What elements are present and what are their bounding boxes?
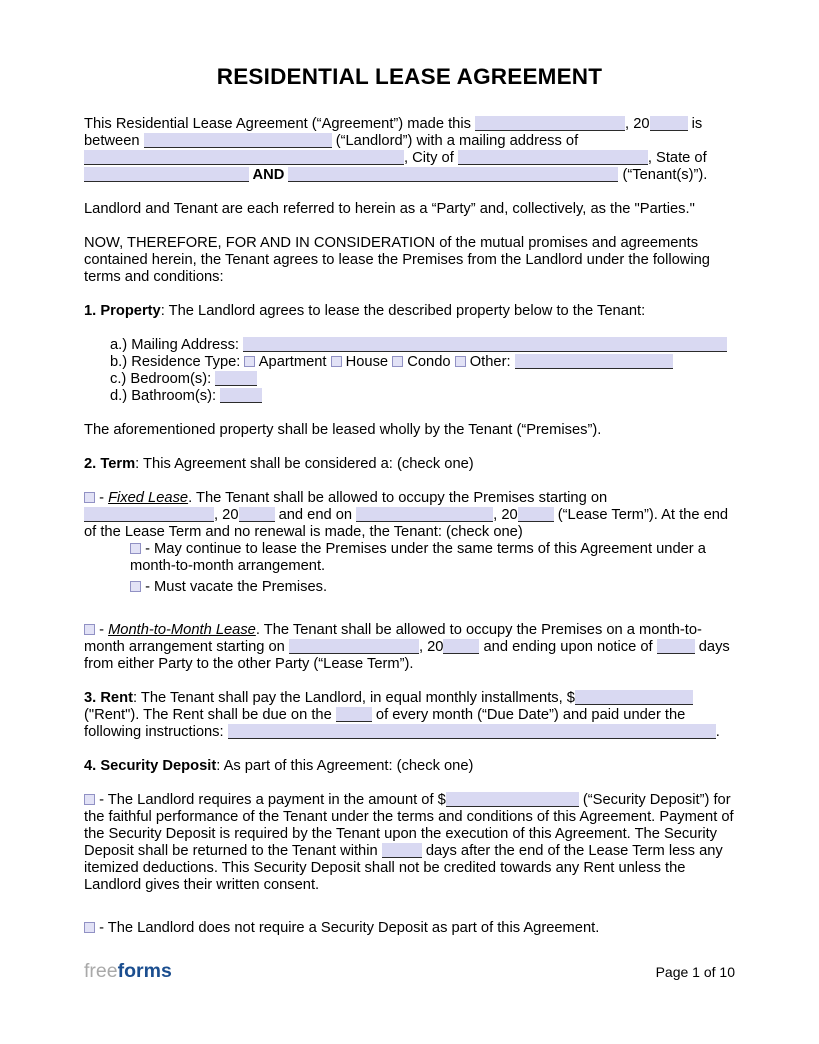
rent-text: : The Tenant shall pay the Landlord, in equal monthly installments, $ <box>132 690 575 706</box>
deposit-return-days-field[interactable] <box>382 843 422 858</box>
fixed-lease-label: Fixed Lease <box>108 490 189 506</box>
property-heading <box>84 303 735 320</box>
fixed-lease-checkbox[interactable] <box>84 492 95 503</box>
intro-text: This Residential Lease Agreement (“Agreement”) made this <box>84 116 476 132</box>
fixed-end-year-field[interactable] <box>518 507 554 522</box>
intro-text: , State of <box>647 150 707 166</box>
page-number: Page 1 of 10 <box>655 964 735 980</box>
landlord-name-field[interactable] <box>144 133 332 148</box>
city-field[interactable] <box>458 150 648 165</box>
m2m-notice-days-field[interactable] <box>657 639 695 654</box>
must-vacate-option <box>84 579 735 596</box>
fixed-lease-paragraph <box>84 490 735 541</box>
house-checkbox[interactable] <box>331 356 342 367</box>
m2m-start-year-field[interactable] <box>443 639 479 654</box>
heading-text: : This Agreement shall be considered a: (check one) <box>135 456 474 472</box>
fixed-lease-text: (“Lease Term”). At the end of the Lease Term and no renewal is made, the Tenant: (check one) <box>84 507 729 540</box>
state-field[interactable] <box>84 167 249 182</box>
bathrooms-field[interactable] <box>220 388 262 403</box>
item-text: Bedroom(s): <box>130 371 216 387</box>
month-to-month-label: Month-to-Month Lease <box>108 622 256 638</box>
rent-due-day-field[interactable] <box>336 707 372 722</box>
consideration-paragraph: NOW, THEREFORE, FOR AND IN CONSIDERATION of the mutual promises and agreements contained herein, the Tenant agrees to lease the Premises from the Landlord under the following terms and conditions: <box>84 235 710 285</box>
month-to-month-checkbox[interactable] <box>84 624 95 635</box>
option-text: - Must vacate the Premises. <box>141 579 328 595</box>
bedrooms-field[interactable] <box>215 371 257 386</box>
agreement-year-field[interactable] <box>650 116 688 131</box>
deposit-required-checkbox[interactable] <box>84 794 95 805</box>
logo-forms-text: forms <box>117 960 172 982</box>
m2m-text: days from either Party to the other Party (“Lease Term”). <box>84 639 730 672</box>
section-number-title: 3. Rent <box>84 690 133 706</box>
rent-amount-field[interactable] <box>575 690 693 705</box>
security-deposit-amount-field[interactable] <box>446 792 579 807</box>
intro-paragraph <box>84 116 735 184</box>
m2m-start-date-field[interactable] <box>289 639 419 654</box>
fixed-lease-text: , 20 <box>493 507 518 523</box>
payment-instructions-field[interactable] <box>228 724 716 739</box>
intro-text: , City of <box>404 150 458 166</box>
mailing-address-item <box>110 337 735 354</box>
item-text: Residence Type: <box>131 354 245 370</box>
dash-text: - <box>95 622 109 638</box>
item-text: Bathroom(s): <box>131 388 221 404</box>
and-conjunction: AND <box>249 167 289 183</box>
tenant-name-field[interactable] <box>288 167 618 182</box>
security-deposit-heading <box>84 758 735 775</box>
intro-text: (“Tenant(s)”). <box>618 167 708 183</box>
other-label: Other: <box>465 354 515 370</box>
may-continue-option <box>84 541 735 575</box>
month-to-month-paragraph <box>84 622 735 673</box>
page-footer <box>84 960 735 982</box>
premises-paragraph: The aforementioned property shall be leased wholly by the Tenant (“Premises”). <box>84 422 602 438</box>
freeforms-logo <box>84 960 172 982</box>
rent-text: ("Rent"). The Rent shall be due on the <box>84 707 336 723</box>
apartment-checkbox[interactable] <box>244 356 255 367</box>
may-continue-checkbox[interactable] <box>130 543 141 554</box>
residence-type-item <box>110 354 735 371</box>
deposit-text: - The Landlord requires a payment in the amount of $ <box>95 792 446 808</box>
fixed-lease-text: and end on <box>274 507 357 523</box>
bathrooms-item <box>110 388 735 405</box>
section-number-title: 4. Security Deposit <box>84 758 217 774</box>
property-list <box>84 337 735 405</box>
other-checkbox[interactable] <box>455 356 466 367</box>
rent-text: . <box>715 724 720 740</box>
fixed-lease-text: , 20 <box>214 507 239 523</box>
deposit-text: days after the end of the Lease Term less any itemized deductions. This Security Deposit shall not be credited towards any Rent unless the Landlord gives their written consent. <box>84 843 723 893</box>
rent-text: of every month (“Due Date”) and paid under the following instructions: <box>84 707 686 740</box>
heading-text: : As part of this Agreement: (check one) <box>216 758 474 774</box>
logo-free-text: free <box>84 960 118 982</box>
parties-paragraph: Landlord and Tenant are each referred to herein as a “Party” and, collectively, as the "Parties." <box>84 201 695 217</box>
must-vacate-checkbox[interactable] <box>130 581 141 592</box>
item-label: c.) <box>110 371 127 387</box>
option-text: - The Landlord does not require a Security Deposit as part of this Agreement. <box>95 920 600 936</box>
heading-text: : The Landlord agrees to lease the described property below to the Tenant: <box>160 303 646 319</box>
street-address-field[interactable] <box>84 150 404 165</box>
item-label: d.) <box>110 388 128 404</box>
deposit-text: (“Security Deposit”) for the faithful performance of the Tenant under the terms and conditions of this Agreement. Payment of the Security Deposit is required by the Tenant upon the execution of this Agreement. The Security Deposit shall be returned to the Tenant within <box>84 792 734 859</box>
agreement-date-field[interactable] <box>475 116 625 131</box>
item-label: a.) <box>110 337 128 353</box>
dash-text: - <box>95 490 109 506</box>
house-label: House <box>341 354 393 370</box>
no-deposit-paragraph <box>84 920 735 937</box>
m2m-text: , 20 <box>418 639 444 655</box>
apartment-label: Apartment <box>255 354 331 370</box>
page-title: RESIDENTIAL LEASE AGREEMENT <box>216 64 603 89</box>
fixed-lease-text: . The Tenant shall be allowed to occupy the Premises starting on <box>188 490 608 506</box>
intro-text: (“Landlord”) with a mailing address of <box>331 133 579 149</box>
fixed-end-date-field[interactable] <box>356 507 493 522</box>
term-heading <box>84 456 735 473</box>
option-text: - May continue to lease the Premises under the same terms of this Agreement under a month-to-month arrangement. <box>130 541 706 574</box>
item-label: b.) <box>110 354 128 370</box>
m2m-text: and ending upon notice of <box>479 639 657 655</box>
fixed-start-date-field[interactable] <box>84 507 214 522</box>
intro-text: is between <box>84 116 703 149</box>
fixed-start-year-field[interactable] <box>239 507 275 522</box>
bedrooms-item <box>110 371 735 388</box>
section-number-title: 1. Property <box>84 303 161 319</box>
condo-checkbox[interactable] <box>392 356 403 367</box>
section-number-title: 2. Term <box>84 456 136 472</box>
item-text: Mailing Address: <box>131 337 244 353</box>
intro-text: , 20 <box>625 116 650 132</box>
mailing-address-field[interactable] <box>243 337 727 352</box>
no-deposit-checkbox[interactable] <box>84 922 95 933</box>
deposit-required-paragraph <box>84 792 735 894</box>
rent-paragraph <box>84 690 735 741</box>
residence-other-field[interactable] <box>515 354 673 369</box>
condo-label: Condo <box>403 354 455 370</box>
m2m-text: . The Tenant shall be allowed to occupy the Premises on a month-to-month arrangement starting on <box>84 622 702 655</box>
